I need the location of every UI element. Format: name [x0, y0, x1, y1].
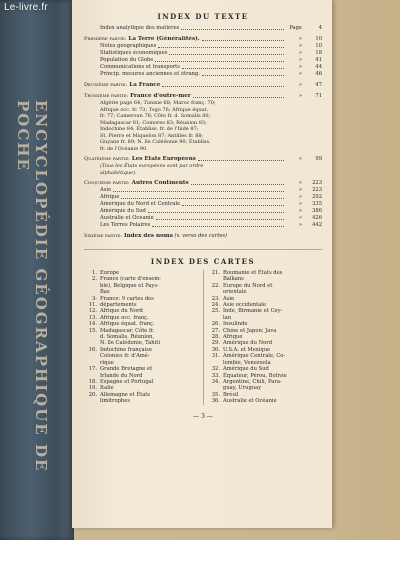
map-entry: 12. Afrique du Nord: [88, 308, 143, 315]
map-entry: 14. Afrique équat. franç.: [88, 321, 155, 328]
index-texte-heading: INDEX DU TEXTE: [157, 12, 249, 21]
map-entry: 27. Chine et Japon; Java: [211, 327, 277, 334]
part-3-detail-line: Guyane fr. 89; N. lle Calédonie 90; Établiss.: [100, 139, 211, 145]
part-3-detail-line: Madagascar 81; Comores 83; Réunion 83;: [100, 119, 207, 126]
map-entry: 33. Équateur, Pérou, Bolivie: [211, 372, 287, 379]
toc-part-5: Cinquième partie: Autres Continents » 223: [84, 180, 322, 186]
toc-item: Notes géographiques » 10: [100, 43, 322, 49]
part-3-detail-line: Indochine 84; Établiss. fr. de l'Inde 87;: [100, 126, 199, 132]
map-entry: 28. Afrique: [211, 334, 243, 341]
map-entry: 18. Espagne et Portugal: [88, 378, 154, 385]
part-3-detail-line: fr. de l'Océanie 90.: [100, 145, 148, 152]
spine-title: ENCYCLOPÉDIE GÉOGRAPHIQUE DE POCHE: [14, 100, 50, 473]
part-3-detail-line: Afrique occ. fr. 73; Togo 76; Afrique équat.: [100, 106, 209, 113]
toc-item: Amérique du Nord et Centrale » 335: [100, 201, 322, 207]
toc-item: Communications et transports » 44: [100, 64, 322, 70]
book-spine: [0, 0, 74, 540]
map-entry: 35. Brésil: [211, 391, 239, 398]
map-entry: 3-11. France: 9 cartes des départements: [88, 295, 154, 309]
cartes-column-right: [203, 270, 322, 405]
toc-item: Amérique du Sud » 386: [100, 208, 322, 214]
map-entry: 13. Afrique occ. franç.: [88, 314, 149, 321]
map-entry: 1. Europe: [92, 270, 120, 276]
map-entry: 15. Madagascar, Côte fr. d. Somalis, Réunion, N. lle Calédonie, Tahiti: [88, 327, 161, 347]
map-entry: 23. Asie: [211, 295, 235, 302]
part-4-note-2: alphabétique).: [100, 169, 137, 176]
toc-item: Les Terres Polaires » 442: [100, 222, 322, 228]
map-entry: 29. Amérique du Nord: [211, 340, 273, 347]
toc-item: Statistiques économiques » 18: [100, 50, 322, 56]
toc-part-1: Première partie: La Terre (Généralités). » 10: [84, 36, 322, 42]
map-entry: 31. Amérique Centrale, Co- lombie, Venezuela: [211, 353, 286, 366]
map-entry: 21. Roumanie et États des Balkans: [211, 270, 283, 283]
part-3-detail-line: Algérie page 64; Tunisie 68; Maroc franç. 70;: [100, 100, 216, 106]
cartes-list: [84, 270, 322, 405]
map-entry: 32. Amérique du Sud: [211, 366, 269, 373]
map-entry: 25. Inde, Birmanie et Cey- lan: [211, 308, 283, 321]
index-cartes-heading: INDEX DES CARTES: [84, 249, 322, 266]
map-entry: 17. Grande Bretagne et Irlande du Nord: [88, 366, 153, 379]
toc-item: Population du Globe » 41: [100, 57, 322, 63]
map-entry: 26. Insulinde: [211, 321, 248, 328]
cartes-column-left: [84, 270, 203, 405]
map-entry: 2. France (carte d'ensem- ble), Belgique et Pays- Bas: [92, 276, 162, 296]
bottom-margin: [0, 540, 400, 567]
toc-item: Australie et Océanie » 426: [100, 215, 322, 221]
map-entry: 30. U.S.A. et Mexique: [211, 346, 271, 353]
map-entry: 20. Allemagne et États limitrophes: [88, 391, 151, 405]
map-entry: 19. Italie: [88, 385, 114, 392]
part-4-note-1: (Tous les États européens sont par ordre: [100, 163, 204, 169]
index-page: [72, 0, 332, 528]
map-entry: 36. Australie et Océanie: [211, 398, 277, 405]
part-3-detail-line: fr. 77; Cameroun 78; Côte fr. d. Somalis 80;: [100, 113, 211, 119]
toc-item: Asie » 223: [100, 187, 322, 193]
part-3-detail-line: St. Pierre et Miquelon 87; Antilles fr. 88;: [100, 132, 204, 139]
toc-analytique: Index analytique des matières Page 4: [100, 25, 322, 31]
map-entry: 34. Argentine, Chili, Para- guay, Uruguay: [211, 378, 282, 392]
toc-part-4: Quatrième partie: Les États Européens » 99: [84, 156, 322, 162]
toc-part-6: Sixième partie: Index des noms (v. verso des cartes): [84, 233, 228, 239]
map-entry: 16. Indochine française Colonies fr. d'Amé- rique: [88, 346, 153, 366]
map-entry: 24. Asie occidentale: [211, 302, 267, 309]
toc-item: Princip. mesures anciennes et étrang. » 46: [100, 71, 322, 77]
toc-part-3: Troisième partie: France d'outre-mer » 71: [84, 93, 322, 99]
watermark-text: Le-livre.fr: [4, 2, 48, 13]
toc-item: Afrique » 292: [100, 194, 322, 200]
page-edges: [332, 0, 400, 540]
page-number: — 3 —: [193, 412, 213, 420]
toc-part-2: Deuxième partie: La France » 47: [84, 82, 322, 88]
map-entry: 22. Europe du Nord et orientale: [211, 282, 273, 296]
